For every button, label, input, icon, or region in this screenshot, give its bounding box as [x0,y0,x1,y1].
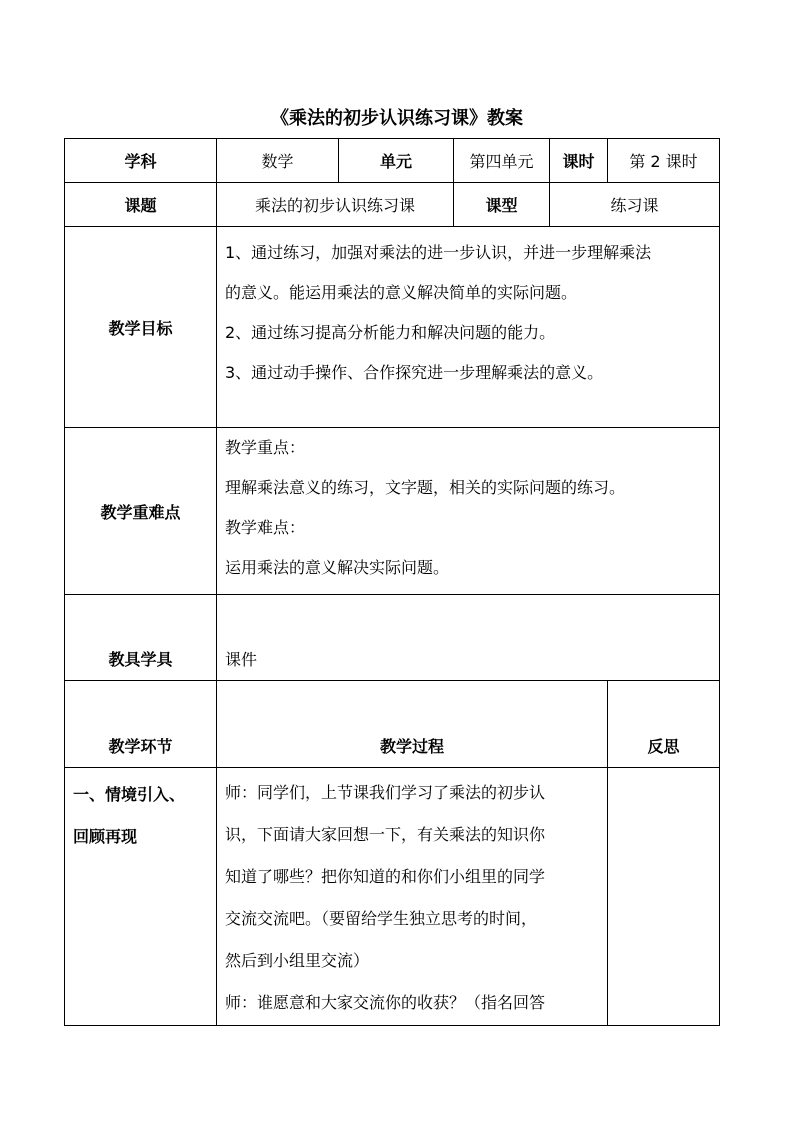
process-line: 识，下面请大家回想一下，有关乘法的知识你 [225,825,546,844]
section1-row [65,768,720,1026]
objectives-content [217,227,720,428]
section1-process [217,768,608,1026]
subject-value: 数学 [217,139,339,183]
objective-line: 3、通过动手操作、合作探究进一步理解乘法的意义。 [225,363,604,382]
process-header-row [65,681,720,768]
key-point-line: 教学难点： [225,518,306,537]
tools-label: 教具学具 [65,595,217,681]
subject-row [65,139,720,183]
topic-row [65,183,720,227]
section1-name-line: 一、情境引入、 [73,785,186,804]
type-value: 练习课 [550,183,720,227]
process-header: 教学过程 [217,681,608,768]
tools-value: 课件 [217,595,720,681]
reflection-header: 反思 [608,681,720,768]
key-point-line: 教学重点： [225,438,306,457]
process-line: 然后到小组里交流） [225,951,370,970]
document-title: 《乘法的初步认识练习课》教案 [271,108,523,129]
unit-value: 第四单元 [454,139,550,183]
period-value: 第 2 课时 [608,139,720,183]
process-line: 师：谁愿意和大家交流你的收获？（指名回答 [225,993,546,1012]
lesson-plan-table [64,138,720,1026]
process-line: 师：同学们，上节课我们学习了乘法的初步认 [225,783,546,802]
key-point-line: 理解乘法意义的练习，文字题，相关的实际问题的练习。 [225,478,626,497]
objectives-row [65,227,720,428]
subject-label: 学科 [65,139,217,183]
unit-label: 单元 [339,139,454,183]
section1-name-line: 回顾再现 [73,827,138,846]
key-points-row [65,428,720,595]
process-line: 知道了哪些？把你知道的和你们小组里的同学 [225,867,546,886]
process-line: 交流交流吧。（要留给学生独立思考的时间， [225,909,538,928]
section1-reflection [608,768,720,1026]
stage-header: 教学环节 [65,681,217,768]
objectives-label: 教学目标 [65,227,217,428]
objective-line: 2、通过练习提高分析能力和解决问题的能力。 [225,323,556,342]
objective-line: 的意义。能运用乘法的意义解决简单的实际问题。 [225,283,578,302]
topic-value: 乘法的初步认识练习课 [217,183,454,227]
key-points-content [217,428,720,595]
period-label: 课时 [550,139,608,183]
section1-stage [65,768,217,1026]
objective-line: 1、通过练习，加强对乘法的进一步认识，并进一步理解乘法 [225,243,652,262]
tools-row [65,595,720,681]
type-label: 课型 [454,183,550,227]
key-points-label: 教学重难点 [65,428,217,595]
topic-label: 课题 [65,183,217,227]
key-point-line: 运用乘法的意义解决实际问题。 [225,558,450,577]
